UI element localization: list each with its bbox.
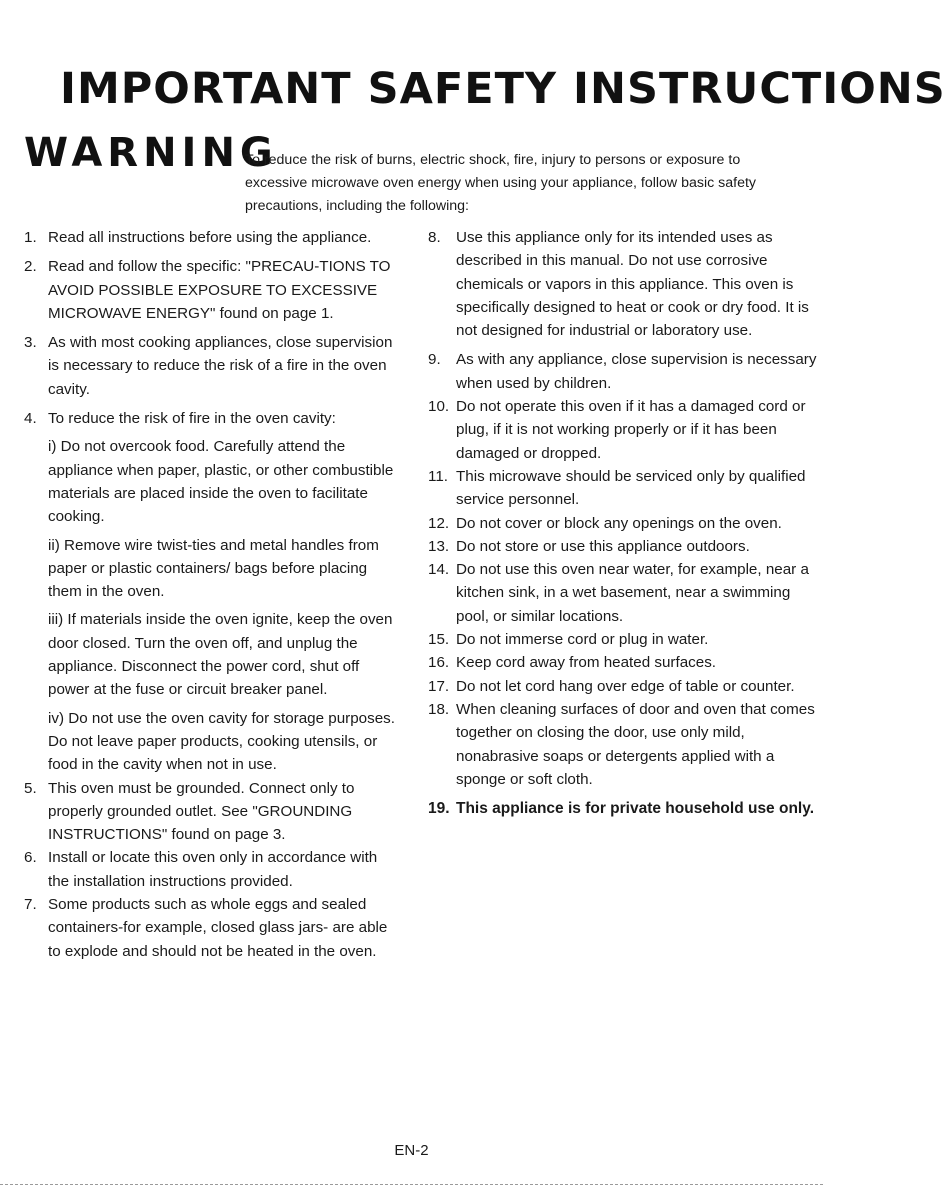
item-text: Use this appliance only for its intended uses as described in this manual. Do not use corrosive chemicals or vapors in this appliance. This oven is specifically designed to heat or cook or dry food. It is not designed for industrial or laboratory use.: [456, 229, 809, 340]
warning-text: To reduce the risk of burns, electric shock, fire, injury to persons or exposure to excessive microwave oven energy when using your appliance, follow basic safety precautions, including the following:: [245, 152, 757, 214]
list-item: [24, 226, 402, 249]
item-text: Do not use this oven near water, for example, near a kitchen sink, in a wet basement, near a swimming pool, or similar locations.: [456, 561, 809, 625]
list-item: [428, 535, 818, 558]
item-number: 11.: [428, 467, 448, 485]
list-item: [428, 698, 818, 791]
list-item: [428, 226, 818, 342]
item-text: When cleaning surfaces of door and oven that comes together on closing the door, use only mild, nonabrasive soaps or detergents applied with a sponge or soft cloth.: [456, 700, 815, 788]
list-item: [428, 465, 818, 512]
item-text: This microwave should be serviced only by qualified service personnel.: [456, 467, 806, 509]
item-number: 5.: [24, 779, 37, 797]
list-item: [428, 348, 818, 395]
item-number: 14.: [428, 561, 450, 579]
list-item: [24, 893, 402, 963]
warning-heading: WARNING: [24, 130, 278, 176]
item-number: 18.: [428, 700, 450, 718]
list-item: [428, 797, 818, 820]
item-text: To reduce the risk of fire in the oven cavity:: [48, 410, 336, 428]
item-number: 3.: [24, 334, 37, 352]
page-title: IMPORTANT SAFETY INSTRUCTIONS: [60, 64, 946, 114]
right-column: [428, 226, 818, 820]
list-item: [428, 651, 818, 674]
item-number: 7.: [24, 896, 37, 914]
bottom-divider: [0, 1184, 823, 1185]
list-item: [24, 255, 402, 325]
item-text: Read and follow the specific: "PRECAU-TIONS TO AVOID POSSIBLE EXPOSURE TO EXCESSIVE MICROWAVE ENERGY" found on page 1.: [48, 258, 391, 322]
item-text: This oven must be grounded. Connect only to properly grounded outlet. See "GROUNDING INSTRUCTIONS" found on page 3.: [48, 779, 355, 844]
item-number: 10.: [428, 398, 450, 416]
item-number: 2.: [24, 258, 37, 276]
item-text: Install or locate this oven only in accordance with the installation instructions provided.: [48, 849, 378, 890]
list-item: [428, 628, 818, 651]
left-column: [24, 226, 402, 963]
list-item: [428, 558, 818, 628]
item-number: 13.: [428, 537, 450, 555]
item-number: 4.: [24, 410, 37, 428]
item-number: 9.: [428, 351, 441, 369]
item-number: 17.: [428, 677, 450, 695]
list-item: [24, 777, 402, 847]
item-text: Keep cord away from heated surfaces.: [456, 654, 717, 672]
item-text: As with any appliance, close supervision is necessary when used by children.: [456, 351, 817, 392]
item-text: Do not cover or block any openings on the oven.: [456, 514, 782, 532]
list-item: [428, 512, 818, 535]
item-text: Do not let cord hang over edge of table or counter.: [456, 677, 795, 695]
item-text: Some products such as whole eggs and sealed containers-for example, closed glass jars- are able to explode and should not be heated in the oven.: [48, 896, 388, 960]
item-number: 8.: [428, 229, 441, 246]
list-item: [428, 675, 818, 698]
item-number: 12.: [428, 514, 450, 532]
list-item: [24, 407, 402, 430]
item-number: 1.: [24, 229, 37, 246]
sub-item: iii) If materials inside the oven ignite, keep the oven door closed. Turn the oven off, and unplug the appliance. Disconnect the power cord, shut off power at the fuse or circuit breaker panel.: [48, 611, 393, 699]
item-number: 16.: [428, 654, 450, 672]
item-number: 6.: [24, 849, 37, 867]
item-text-bold: This appliance is for private household use only.: [456, 800, 815, 818]
item-number: 15.: [428, 631, 450, 649]
item-text: Do not operate this oven if it has a damaged cord or plug, if it is not working properly or if it has been damaged or dropped.: [456, 398, 806, 462]
list-item: [24, 846, 402, 893]
sub-item: ii) Remove wire twist-ties and metal handles from paper or plastic containers/ bags before placing them in the oven.: [48, 536, 379, 601]
item-text: Do not immerse cord or plug in water.: [456, 631, 709, 649]
list-item: [428, 395, 818, 465]
list-item: [24, 331, 402, 401]
item-text: As with most cooking appliances, close supervision is necessary to reduce the risk of a fire in the oven cavity.: [48, 334, 393, 398]
item-number: 19.: [428, 800, 450, 818]
sub-item: i) Do not overcook food. Carefully attend the appliance when paper, plastic, or other combustible materials are placed inside the oven to facilitate cooking.: [48, 438, 394, 526]
sub-item: iv) Do not use the oven cavity for storage purposes. Do not leave paper products, cooking utensils, or food in the cavity when not in use.: [48, 709, 395, 774]
item-text: Do not store or use this appliance outdoors.: [456, 537, 750, 555]
page-number: EN-2: [394, 1142, 429, 1159]
item-text: Read all instructions before using the appliance.: [48, 229, 372, 246]
